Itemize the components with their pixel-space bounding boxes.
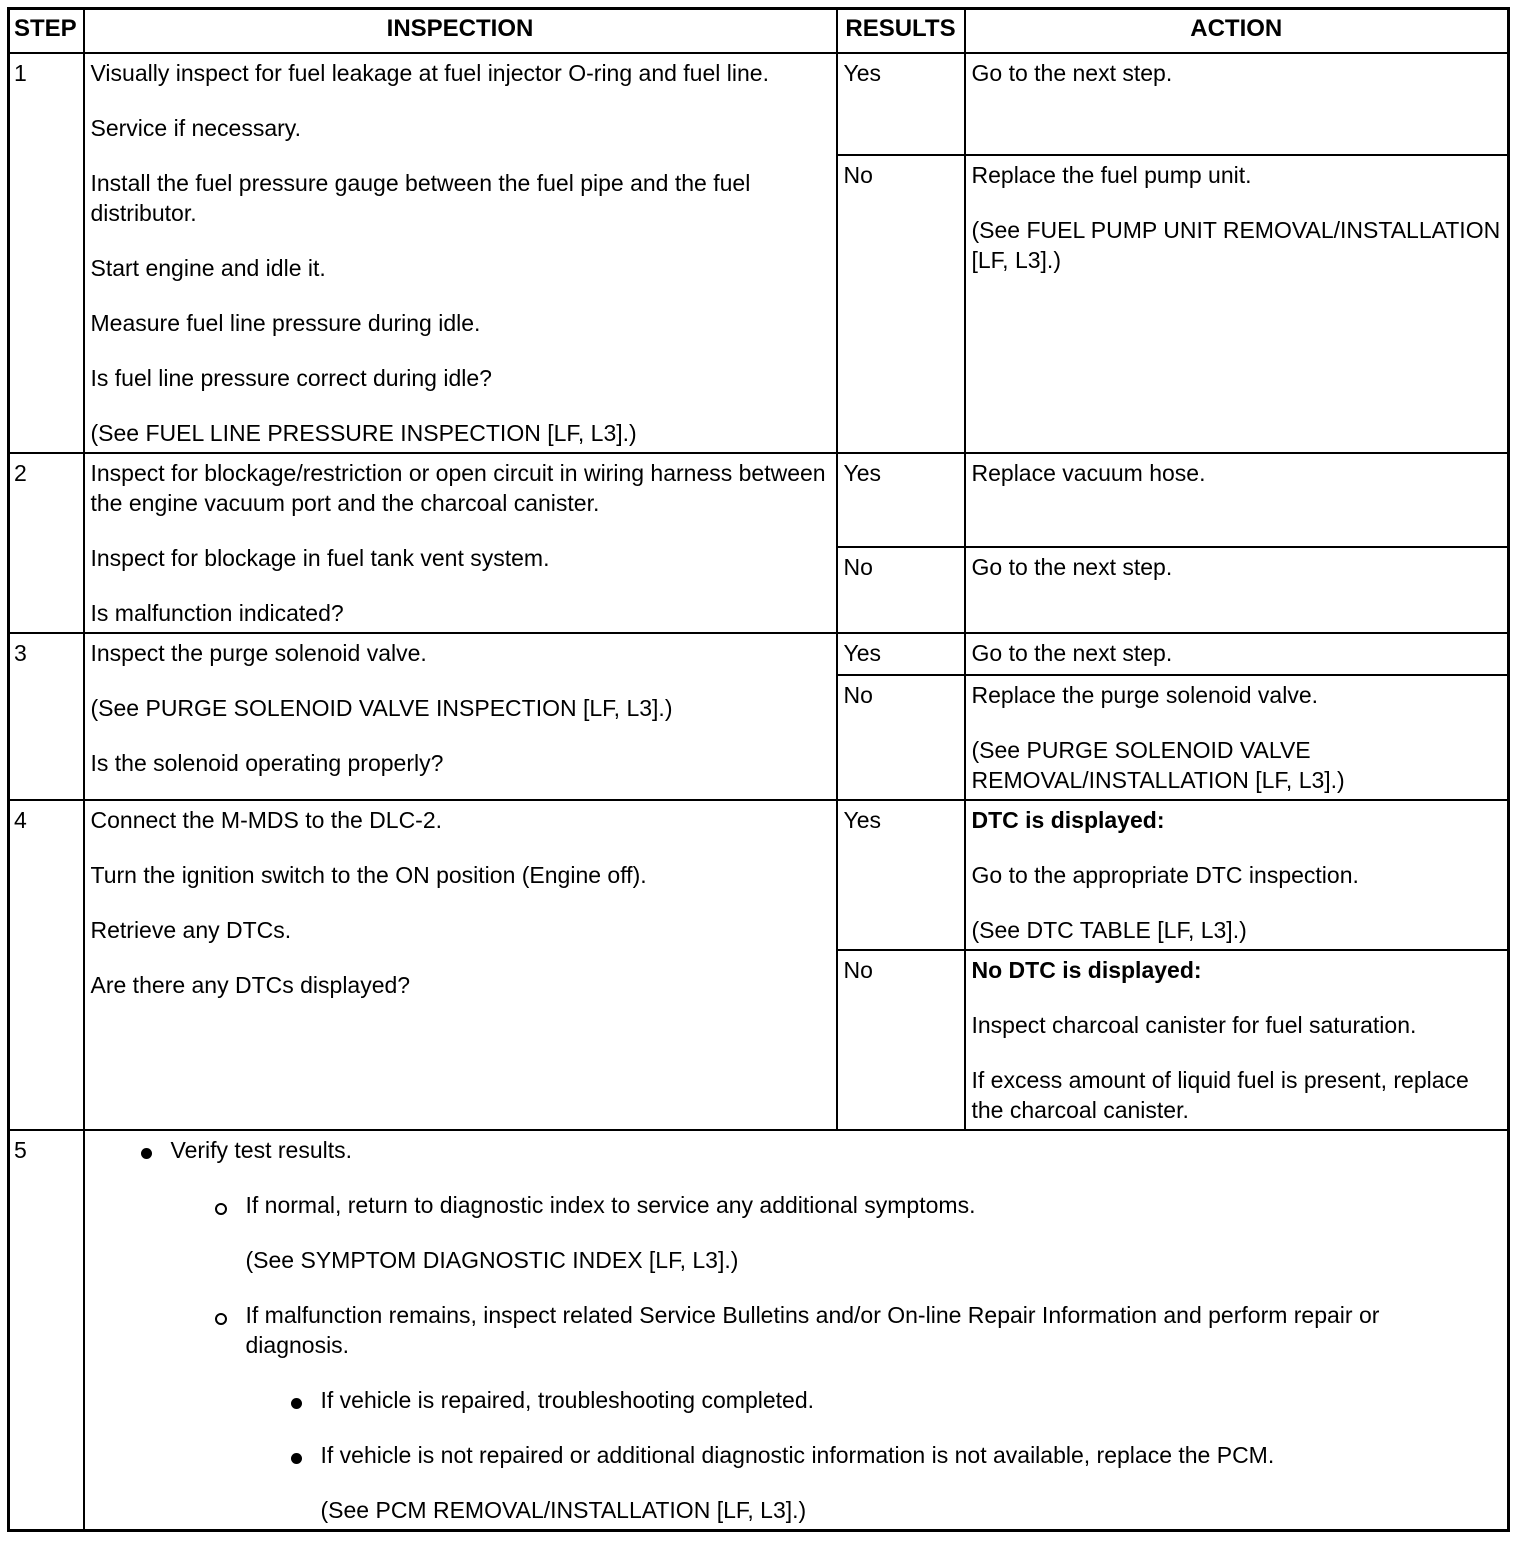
action-yes: [965, 453, 1509, 547]
step-4-row-yes: [9, 800, 1509, 950]
result-no: No: [837, 155, 965, 453]
inspection-text: Connect the M-MDS to the DLC-2.: [90, 807, 443, 833]
step-2-inspection: [84, 453, 837, 633]
inspection-text: Measure fuel line pressure during idle.: [90, 310, 481, 336]
action-text: If excess amount of liquid fuel is present, replace the charcoal canister.: [971, 1067, 1469, 1123]
diagnostic-table-container: [7, 7, 1507, 1532]
bullet-text: If vehicle is repaired, troubleshooting completed.: [320, 1387, 815, 1413]
result-yes: Yes: [837, 800, 965, 950]
step-1-row-yes: [9, 53, 1509, 155]
bullet-text: Verify test results.: [170, 1137, 353, 1163]
action-no: [965, 155, 1509, 453]
step-3-row-yes: [9, 633, 1509, 675]
action-yes: [965, 633, 1509, 675]
inspection-text: Inspect the purge solenoid valve.: [90, 640, 427, 666]
result-no: No: [837, 547, 965, 633]
action-text: Go to the next step.: [971, 554, 1173, 580]
action-text: Go to the next step.: [971, 640, 1173, 666]
inspection-text: Install the fuel pressure gauge between the fuel pipe and the fuel distributor.: [90, 170, 751, 226]
result-yes: Yes: [837, 53, 965, 155]
step-2-row-yes: [9, 453, 1509, 547]
hollow-bullet-icon: [215, 1313, 227, 1325]
action-text: Replace vacuum hose.: [971, 460, 1206, 486]
bullet-item: [91, 1190, 1502, 1220]
action-heading: No DTC is displayed:: [971, 957, 1202, 983]
inspection-text: Turn the ignition switch to the ON position (Engine off).: [90, 862, 647, 888]
bullet-item: [91, 1385, 1502, 1415]
bullet-item: [91, 1300, 1502, 1360]
inspection-text: Is malfunction indicated?: [90, 600, 344, 626]
header-results: RESULTS: [837, 9, 965, 54]
inspection-text: Service if necessary.: [90, 115, 301, 141]
inspection-text: Are there any DTCs displayed?: [90, 972, 411, 998]
action-text: Replace the fuel pump unit.: [971, 162, 1252, 188]
step-3-inspection: [84, 633, 837, 800]
header-step: STEP: [9, 9, 84, 54]
action-reference: (See DTC TABLE [LF, L3].): [971, 917, 1247, 943]
filled-bullet-icon: [141, 1148, 152, 1159]
action-yes: [965, 800, 1509, 950]
action-yes: [965, 53, 1509, 155]
action-heading: DTC is displayed:: [971, 807, 1165, 833]
step-5-row: [9, 1130, 1509, 1531]
inspection-text: Visually inspect for fuel leakage at fuel injector O-ring and fuel line.: [90, 60, 769, 86]
inspection-reference: (See PURGE SOLENOID VALVE INSPECTION [LF, L3].): [90, 695, 673, 721]
result-no: No: [837, 950, 965, 1130]
action-reference: (See PURGE SOLENOID VALVE REMOVAL/INSTALLATION [LF, L3].): [971, 737, 1345, 793]
header-row: [9, 9, 1509, 54]
bullet-item: [91, 1440, 1502, 1470]
result-no: No: [837, 675, 965, 800]
diagnostic-procedure-table: [7, 7, 1510, 1532]
step-number: 2: [9, 453, 84, 633]
header-action: ACTION: [965, 9, 1509, 54]
filled-bullet-icon: [291, 1398, 302, 1409]
bullet-reference: (See PCM REMOVAL/INSTALLATION [LF, L3].): [320, 1497, 807, 1523]
result-yes: Yes: [837, 453, 965, 547]
inspection-reference: (See FUEL LINE PRESSURE INSPECTION [LF, L3].): [90, 420, 637, 446]
step-number: 4: [9, 800, 84, 1130]
step-number: 5: [9, 1130, 84, 1531]
inspection-text: Start engine and idle it.: [90, 255, 326, 281]
inspection-text: Inspect for blockage in fuel tank vent system.: [90, 545, 550, 571]
action-reference: (See FUEL PUMP UNIT REMOVAL/INSTALLATION [LF, L3].): [971, 217, 1501, 273]
bullet-reference: (See SYMPTOM DIAGNOSTIC INDEX [LF, L3].): [245, 1247, 739, 1273]
step-number: 3: [9, 633, 84, 800]
action-text: Replace the purge solenoid valve.: [971, 682, 1319, 708]
step-1-inspection: [84, 53, 837, 453]
bullet-text: If vehicle is not repaired or additional diagnostic information is not available, replace the PCM.: [320, 1442, 1275, 1468]
action-text: Inspect charcoal canister for fuel saturation.: [971, 1012, 1417, 1038]
inspection-text: Is fuel line pressure correct during idle?: [90, 365, 492, 391]
action-text: Go to the appropriate DTC inspection.: [971, 862, 1359, 888]
header-inspection: INSPECTION: [84, 9, 837, 54]
action-no: [965, 675, 1509, 800]
step-number: 1: [9, 53, 84, 453]
filled-bullet-icon: [291, 1453, 302, 1464]
action-no: [965, 547, 1509, 633]
result-yes: Yes: [837, 633, 965, 675]
inspection-text: Retrieve any DTCs.: [90, 917, 292, 943]
hollow-bullet-icon: [215, 1203, 227, 1215]
bullet-text: If malfunction remains, inspect related Service Bulletins and/or On-line Repair Information and perform repair or diagnosis.: [245, 1302, 1380, 1358]
action-text: Go to the next step.: [971, 60, 1173, 86]
step-4-inspection: [84, 800, 837, 1130]
bullet-item: [91, 1135, 1502, 1165]
bullet-text: If normal, return to diagnostic index to service any additional symptoms.: [245, 1192, 976, 1218]
step-5-content: [84, 1130, 1509, 1531]
inspection-text: Inspect for blockage/restriction or open circuit in wiring harness between the engine vacuum port and the charcoal canister.: [90, 460, 826, 516]
inspection-text: Is the solenoid operating properly?: [90, 750, 444, 776]
action-no: [965, 950, 1509, 1130]
